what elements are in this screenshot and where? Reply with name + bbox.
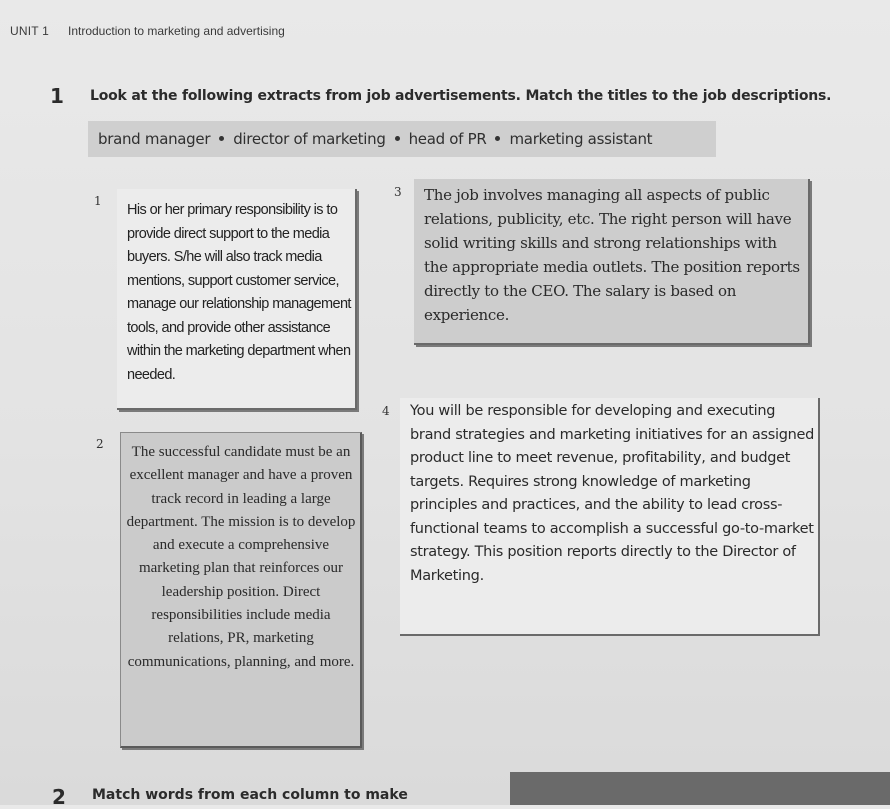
job-description-1: [117, 189, 357, 410]
dark-panel-edge: [510, 772, 890, 805]
job-title-1: brand manager: [98, 130, 211, 148]
unit-label: UNIT 1: [10, 24, 49, 38]
job-description-3: [414, 179, 810, 345]
job-title-2: director of marketing: [233, 130, 386, 148]
exercise-1-instruction: Look at the following extracts from job advertisements. Match the titles to the job descriptions.: [90, 88, 832, 104]
description-4-number: 4: [382, 404, 390, 418]
job-description-1-text: His or her primary responsibility is to provide direct support to the media buyers. S/he will also track media mentions, support customer service, manage our relationship management tools, and provide other assistance within the marketing department when needed.: [127, 202, 351, 383]
job-description-4-text: You will be responsible for developing and executing brand strategies and marketing initiatives for an assigned product line to meet revenue, profitability, and budget targets. Requires strong knowledge of marketing principles and practices, and the ability to lead cross-functional teams to accomplish a successful go-to-market strategy. This position reports directly to the Director of Marketing.: [410, 403, 815, 584]
job-description-3-text: The job involves managing all aspects of public relations, publicity, etc. The right person will have solid writing skills and strong relationships with the appropriate media outlets. The position reports directly to the CEO. The salary is based on experience.: [424, 186, 800, 324]
bullet-separator: [395, 136, 400, 141]
job-title-4: marketing assistant: [509, 130, 653, 148]
description-1-number: 1: [94, 194, 102, 208]
description-3-number: 3: [394, 185, 402, 199]
exercise-1-number: 1: [50, 84, 64, 108]
bullet-separator: [219, 136, 224, 141]
exercise-2-number: 2: [52, 785, 66, 809]
job-description-2-text: The successful candidate must be an excellent manager and have a proven track record in leading a large department. The mission is to develop and execute a comprehensive marketing plan that reinforces our leadership position. Direct responsibilities include media relations, PR, marketing communications, planning, and more.: [126, 444, 356, 670]
unit-title: Introduction to marketing and advertising: [68, 24, 285, 38]
exercise-2-instruction: Match words from each column to make: [92, 787, 408, 803]
job-description-2: [120, 432, 362, 748]
job-title-3: head of PR: [408, 130, 487, 148]
bullet-separator: [495, 136, 500, 141]
job-description-4: [400, 398, 820, 636]
job-titles-box: [88, 121, 716, 157]
description-2-number: 2: [96, 437, 104, 451]
